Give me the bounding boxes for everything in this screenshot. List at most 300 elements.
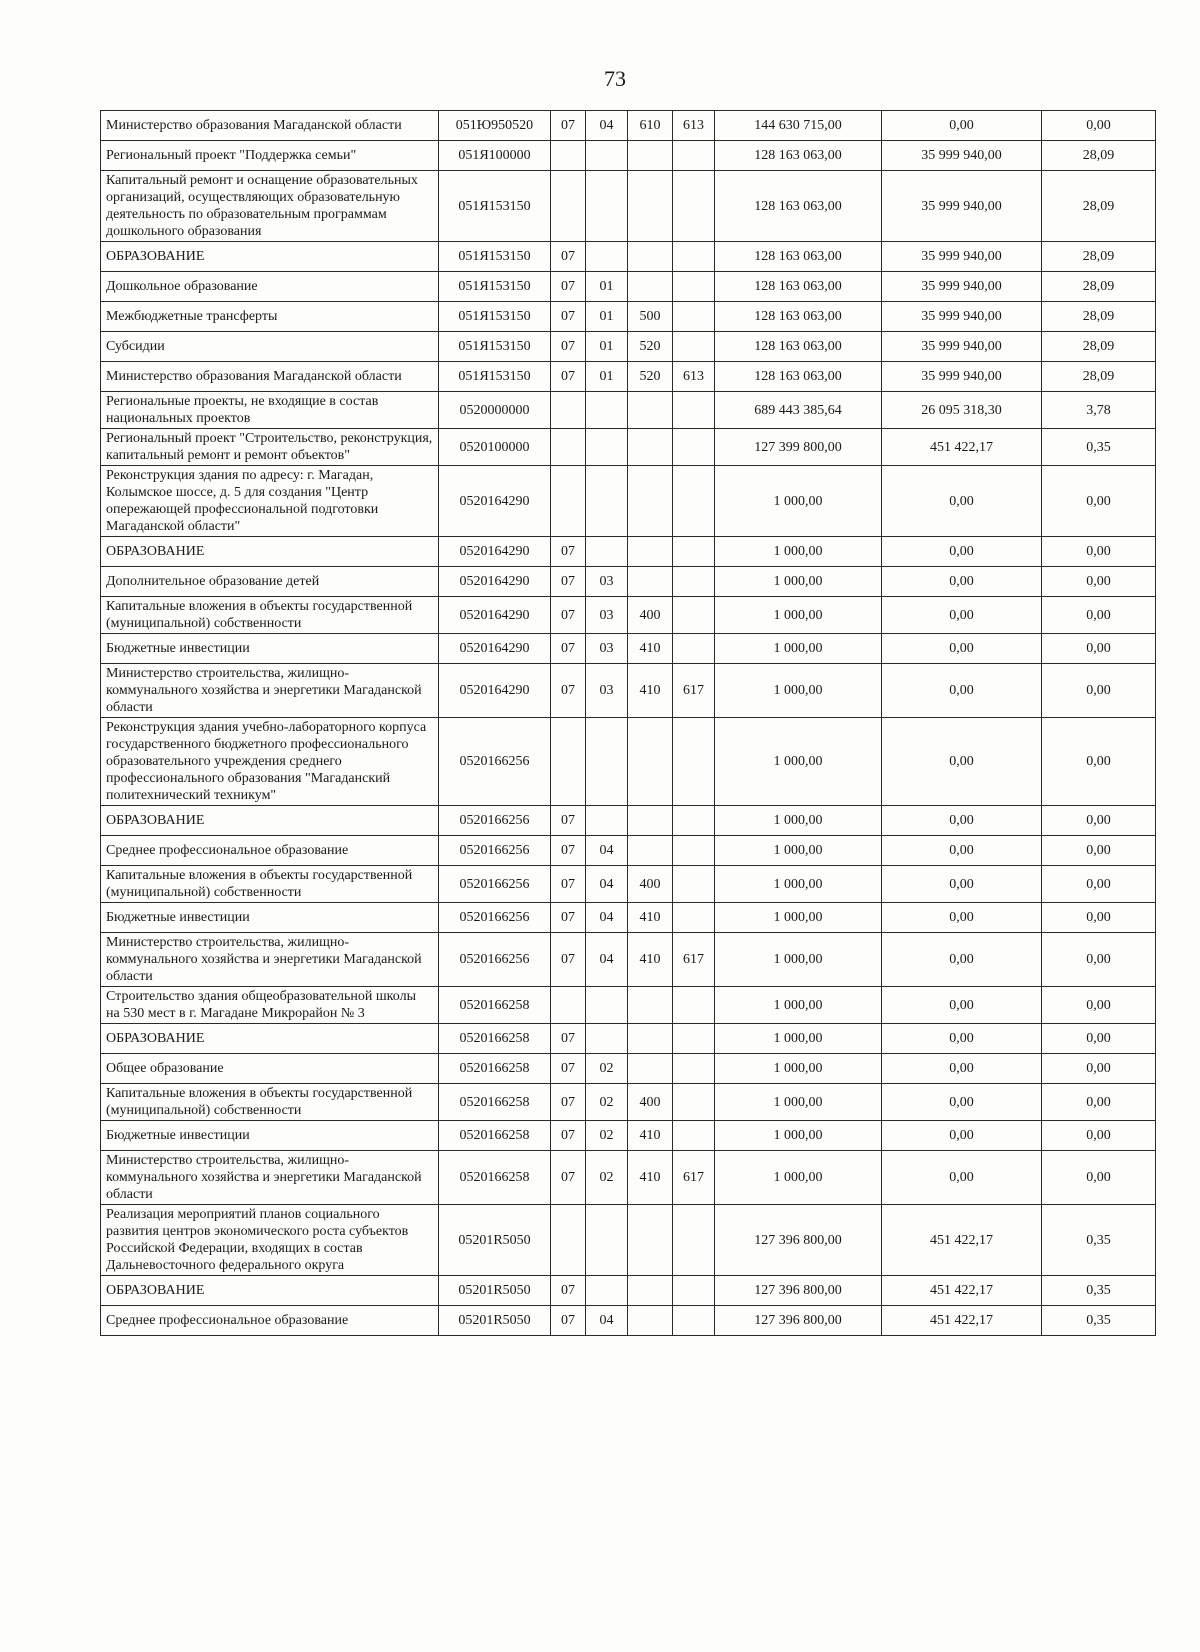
row-name: Дополнительное образование детей [101, 567, 439, 597]
row-name: Капитальные вложения в объекты государственной (муниципальной) собственности [101, 1084, 439, 1121]
expense-type-code: 400 [628, 597, 673, 634]
target-code: 05201R5050 [439, 1205, 551, 1276]
planned-amount: 128 163 063,00 [715, 362, 882, 392]
table-row [101, 429, 1156, 466]
section-code: 07 [551, 1024, 586, 1054]
section-code: 07 [551, 1054, 586, 1084]
target-code: 0520164290 [439, 567, 551, 597]
table-row [101, 597, 1156, 634]
expense-type-code [628, 429, 673, 466]
table-row [101, 866, 1156, 903]
section-code: 07 [551, 866, 586, 903]
execution-percent: 28,09 [1042, 302, 1156, 332]
target-code: 051Я153150 [439, 362, 551, 392]
section-code: 07 [551, 634, 586, 664]
execution-percent: 3,78 [1042, 392, 1156, 429]
section-code: 07 [551, 903, 586, 933]
planned-amount: 1 000,00 [715, 664, 882, 718]
expense-type-code: 400 [628, 1084, 673, 1121]
expense-type-code [628, 836, 673, 866]
subsection-code: 03 [586, 634, 628, 664]
department-code [673, 272, 715, 302]
execution-percent: 0,00 [1042, 567, 1156, 597]
planned-amount: 128 163 063,00 [715, 141, 882, 171]
executed-amount: 35 999 940,00 [882, 242, 1042, 272]
target-code: 0520164290 [439, 597, 551, 634]
planned-amount: 144 630 715,00 [715, 111, 882, 141]
expense-type-code [628, 1024, 673, 1054]
table-row [101, 634, 1156, 664]
row-name: Бюджетные инвестиции [101, 1121, 439, 1151]
row-name: Министерство строительства, жилищно-коммунального хозяйства и энергетики Магаданской области [101, 1151, 439, 1205]
department-code [673, 1306, 715, 1336]
department-code [673, 332, 715, 362]
subsection-code: 02 [586, 1084, 628, 1121]
target-code: 0520166256 [439, 718, 551, 806]
department-code [673, 429, 715, 466]
row-name: Реконструкция здания по адресу: г. Магадан, Колымское шоссе, д. 5 для создания "Центр опережающей профессиональной подготовки Магаданской области" [101, 466, 439, 537]
execution-percent: 0,00 [1042, 664, 1156, 718]
target-code: 05201R5050 [439, 1306, 551, 1336]
target-code: 0520164290 [439, 537, 551, 567]
department-code [673, 1084, 715, 1121]
target-code: 05201R5050 [439, 1276, 551, 1306]
execution-percent: 28,09 [1042, 171, 1156, 242]
subsection-code [586, 242, 628, 272]
executed-amount: 35 999 940,00 [882, 332, 1042, 362]
execution-percent: 0,35 [1042, 1205, 1156, 1276]
department-code [673, 537, 715, 567]
target-code: 0520166256 [439, 836, 551, 866]
row-name: Среднее профессиональное образование [101, 836, 439, 866]
target-code: 0520166256 [439, 903, 551, 933]
expense-type-code: 410 [628, 933, 673, 987]
section-code: 07 [551, 332, 586, 362]
table-row [101, 171, 1156, 242]
section-code: 07 [551, 1276, 586, 1306]
planned-amount: 127 396 800,00 [715, 1306, 882, 1336]
planned-amount: 1 000,00 [715, 1151, 882, 1205]
executed-amount: 35 999 940,00 [882, 302, 1042, 332]
planned-amount: 1 000,00 [715, 806, 882, 836]
row-name: Министерство образования Магаданской области [101, 362, 439, 392]
department-code [673, 718, 715, 806]
subsection-code [586, 466, 628, 537]
planned-amount: 1 000,00 [715, 866, 882, 903]
planned-amount: 1 000,00 [715, 933, 882, 987]
row-name: Среднее профессиональное образование [101, 1306, 439, 1336]
execution-percent: 0,00 [1042, 718, 1156, 806]
department-code [673, 1024, 715, 1054]
row-name: Общее образование [101, 1054, 439, 1084]
expense-type-code: 410 [628, 1151, 673, 1205]
executed-amount: 451 422,17 [882, 1205, 1042, 1276]
department-code [673, 567, 715, 597]
row-name: Бюджетные инвестиции [101, 634, 439, 664]
page-number: 73 [604, 66, 626, 91]
target-code: 0520164290 [439, 466, 551, 537]
expense-type-code [628, 242, 673, 272]
subsection-code [586, 806, 628, 836]
budget-table [100, 110, 1156, 1336]
department-code: 617 [673, 933, 715, 987]
executed-amount: 0,00 [882, 1024, 1042, 1054]
table-row [101, 1151, 1156, 1205]
executed-amount: 0,00 [882, 537, 1042, 567]
department-code [673, 903, 715, 933]
execution-percent: 28,09 [1042, 272, 1156, 302]
section-code: 07 [551, 302, 586, 332]
department-code [673, 634, 715, 664]
row-name: ОБРАЗОВАНИЕ [101, 806, 439, 836]
row-name: Министерство образования Магаданской области [101, 111, 439, 141]
expense-type-code: 410 [628, 664, 673, 718]
table-row [101, 567, 1156, 597]
subsection-code: 04 [586, 111, 628, 141]
executed-amount: 0,00 [882, 1084, 1042, 1121]
department-code: 617 [673, 1151, 715, 1205]
section-code: 07 [551, 1151, 586, 1205]
execution-percent: 0,00 [1042, 1024, 1156, 1054]
target-code: 0520166258 [439, 1024, 551, 1054]
row-name: Реализация мероприятий планов социального развития центров экономического роста субъектов Российской Федерации, входящих в состав Дальневосточного федерального округа [101, 1205, 439, 1276]
executed-amount: 0,00 [882, 111, 1042, 141]
row-name: Региональный проект "Поддержка семьи" [101, 141, 439, 171]
planned-amount: 1 000,00 [715, 634, 882, 664]
section-code [551, 141, 586, 171]
subsection-code: 03 [586, 664, 628, 718]
department-code [673, 806, 715, 836]
expense-type-code [628, 171, 673, 242]
subsection-code: 04 [586, 866, 628, 903]
execution-percent: 28,09 [1042, 242, 1156, 272]
subsection-code: 01 [586, 272, 628, 302]
row-name: Строительство здания общеобразовательной школы на 530 мест в г. Магадане Микрорайон № 3 [101, 987, 439, 1024]
target-code: 0520166256 [439, 933, 551, 987]
target-code: 0520100000 [439, 429, 551, 466]
executed-amount: 0,00 [882, 634, 1042, 664]
subsection-code: 04 [586, 903, 628, 933]
section-code: 07 [551, 1306, 586, 1336]
executed-amount: 0,00 [882, 933, 1042, 987]
row-name: Межбюджетные трансферты [101, 302, 439, 332]
table-row [101, 987, 1156, 1024]
table-row [101, 1121, 1156, 1151]
target-code: 0520000000 [439, 392, 551, 429]
subsection-code: 03 [586, 567, 628, 597]
row-name: Региональный проект "Строительство, реконструкция, капитальный ремонт и ремонт объектов" [101, 429, 439, 466]
section-code: 07 [551, 537, 586, 567]
executed-amount: 0,00 [882, 836, 1042, 866]
target-code: 0520164290 [439, 634, 551, 664]
planned-amount: 127 396 800,00 [715, 1276, 882, 1306]
row-name: Министерство строительства, жилищно-коммунального хозяйства и энергетики Магаданской области [101, 933, 439, 987]
department-code [673, 1054, 715, 1084]
expense-type-code: 500 [628, 302, 673, 332]
executed-amount: 0,00 [882, 1121, 1042, 1151]
row-name: ОБРАЗОВАНИЕ [101, 1276, 439, 1306]
executed-amount: 35 999 940,00 [882, 362, 1042, 392]
expense-type-code [628, 1054, 673, 1084]
planned-amount: 1 000,00 [715, 1121, 882, 1151]
planned-amount: 1 000,00 [715, 1054, 882, 1084]
section-code [551, 718, 586, 806]
subsection-code: 01 [586, 362, 628, 392]
execution-percent: 0,00 [1042, 1151, 1156, 1205]
planned-amount: 1 000,00 [715, 1024, 882, 1054]
row-name: Капитальные вложения в объекты государственной (муниципальной) собственности [101, 866, 439, 903]
department-code [673, 836, 715, 866]
table-body [101, 111, 1156, 1336]
executed-amount: 0,00 [882, 903, 1042, 933]
expense-type-code [628, 537, 673, 567]
table-row [101, 1276, 1156, 1306]
executed-amount: 451 422,17 [882, 429, 1042, 466]
department-code [673, 171, 715, 242]
department-code [673, 302, 715, 332]
execution-percent: 0,35 [1042, 1276, 1156, 1306]
department-code [673, 1276, 715, 1306]
table-row [101, 1205, 1156, 1276]
execution-percent: 0,00 [1042, 1054, 1156, 1084]
section-code: 07 [551, 111, 586, 141]
expense-type-code: 520 [628, 362, 673, 392]
target-code: 051Я153150 [439, 302, 551, 332]
table-row [101, 718, 1156, 806]
subsection-code: 01 [586, 332, 628, 362]
section-code [551, 171, 586, 242]
execution-percent: 0,00 [1042, 806, 1156, 836]
executed-amount: 0,00 [882, 664, 1042, 718]
planned-amount: 1 000,00 [715, 466, 882, 537]
subsection-code: 02 [586, 1121, 628, 1151]
executed-amount: 0,00 [882, 806, 1042, 836]
planned-amount: 1 000,00 [715, 903, 882, 933]
section-code [551, 987, 586, 1024]
executed-amount: 0,00 [882, 567, 1042, 597]
department-code [673, 392, 715, 429]
execution-percent: 28,09 [1042, 141, 1156, 171]
executed-amount: 0,00 [882, 597, 1042, 634]
section-code: 07 [551, 1121, 586, 1151]
subsection-code [586, 1276, 628, 1306]
expense-type-code [628, 806, 673, 836]
department-code: 613 [673, 111, 715, 141]
section-code [551, 1205, 586, 1276]
department-code [673, 141, 715, 171]
subsection-code: 04 [586, 933, 628, 987]
section-code: 07 [551, 836, 586, 866]
execution-percent: 28,09 [1042, 362, 1156, 392]
target-code: 0520164290 [439, 664, 551, 718]
target-code: 0520166258 [439, 1054, 551, 1084]
target-code: 0520166258 [439, 1084, 551, 1121]
planned-amount: 128 163 063,00 [715, 332, 882, 362]
table-row [101, 392, 1156, 429]
planned-amount: 1 000,00 [715, 836, 882, 866]
subsection-code [586, 1024, 628, 1054]
department-code [673, 987, 715, 1024]
department-code [673, 466, 715, 537]
section-code [551, 466, 586, 537]
subsection-code [586, 537, 628, 567]
planned-amount: 1 000,00 [715, 567, 882, 597]
section-code [551, 392, 586, 429]
department-code [673, 597, 715, 634]
executed-amount: 0,00 [882, 987, 1042, 1024]
subsection-code [586, 171, 628, 242]
table-row [101, 302, 1156, 332]
target-code: 051Я153150 [439, 272, 551, 302]
expense-type-code: 610 [628, 111, 673, 141]
subsection-code: 04 [586, 836, 628, 866]
planned-amount: 128 163 063,00 [715, 242, 882, 272]
table-row [101, 1024, 1156, 1054]
execution-percent: 0,00 [1042, 634, 1156, 664]
table-row [101, 1306, 1156, 1336]
subsection-code: 03 [586, 597, 628, 634]
subsection-code [586, 718, 628, 806]
planned-amount: 128 163 063,00 [715, 272, 882, 302]
executed-amount: 35 999 940,00 [882, 171, 1042, 242]
section-code: 07 [551, 242, 586, 272]
table-row [101, 537, 1156, 567]
executed-amount: 0,00 [882, 866, 1042, 903]
target-code: 0520166256 [439, 866, 551, 903]
execution-percent: 0,00 [1042, 111, 1156, 141]
planned-amount: 1 000,00 [715, 987, 882, 1024]
executed-amount: 35 999 940,00 [882, 141, 1042, 171]
expense-type-code [628, 392, 673, 429]
execution-percent: 0,00 [1042, 1084, 1156, 1121]
execution-percent: 0,00 [1042, 597, 1156, 634]
executed-amount: 451 422,17 [882, 1306, 1042, 1336]
row-name: Капитальные вложения в объекты государственной (муниципальной) собственности [101, 597, 439, 634]
section-code: 07 [551, 597, 586, 634]
execution-percent: 0,00 [1042, 466, 1156, 537]
execution-percent: 0,00 [1042, 933, 1156, 987]
execution-percent: 0,00 [1042, 987, 1156, 1024]
subsection-code: 02 [586, 1151, 628, 1205]
table-row [101, 362, 1156, 392]
execution-percent: 0,00 [1042, 866, 1156, 903]
section-code: 07 [551, 272, 586, 302]
execution-percent: 0,00 [1042, 836, 1156, 866]
table-row [101, 903, 1156, 933]
expense-type-code [628, 466, 673, 537]
target-code: 051Я153150 [439, 332, 551, 362]
execution-percent: 0,35 [1042, 429, 1156, 466]
planned-amount: 1 000,00 [715, 718, 882, 806]
row-name: Министерство строительства, жилищно-коммунального хозяйства и энергетики Магаданской области [101, 664, 439, 718]
target-code: 0520166256 [439, 806, 551, 836]
planned-amount: 689 443 385,64 [715, 392, 882, 429]
expense-type-code [628, 1205, 673, 1276]
table-row [101, 1054, 1156, 1084]
table-row [101, 806, 1156, 836]
expense-type-code [628, 1276, 673, 1306]
execution-percent: 28,09 [1042, 332, 1156, 362]
expense-type-code [628, 272, 673, 302]
expense-type-code [628, 1306, 673, 1336]
planned-amount: 1 000,00 [715, 537, 882, 567]
execution-percent: 0,00 [1042, 1121, 1156, 1151]
expense-type-code [628, 141, 673, 171]
executed-amount: 0,00 [882, 718, 1042, 806]
expense-type-code: 400 [628, 866, 673, 903]
executed-amount: 35 999 940,00 [882, 272, 1042, 302]
table-row [101, 933, 1156, 987]
execution-percent: 0,00 [1042, 537, 1156, 567]
expense-type-code: 410 [628, 1121, 673, 1151]
table-row [101, 111, 1156, 141]
row-name: Капитальный ремонт и оснащение образовательных организаций, осуществляющих образовательную деятельность по образовательным программам дошкольного образования [101, 171, 439, 242]
table-row [101, 1084, 1156, 1121]
expense-type-code [628, 567, 673, 597]
table-row [101, 836, 1156, 866]
subsection-code [586, 429, 628, 466]
section-code: 07 [551, 1084, 586, 1121]
executed-amount: 26 095 318,30 [882, 392, 1042, 429]
row-name: ОБРАЗОВАНИЕ [101, 242, 439, 272]
table-row [101, 332, 1156, 362]
target-code: 0520166258 [439, 1151, 551, 1205]
expense-type-code: 410 [628, 903, 673, 933]
subsection-code [586, 987, 628, 1024]
planned-amount: 127 396 800,00 [715, 1205, 882, 1276]
target-code: 051Я153150 [439, 242, 551, 272]
subsection-code: 02 [586, 1054, 628, 1084]
subsection-code: 01 [586, 302, 628, 332]
section-code [551, 429, 586, 466]
department-code [673, 866, 715, 903]
table-row [101, 272, 1156, 302]
planned-amount: 127 399 800,00 [715, 429, 882, 466]
expense-type-code [628, 718, 673, 806]
section-code: 07 [551, 933, 586, 987]
target-code: 0520166258 [439, 987, 551, 1024]
expense-type-code [628, 987, 673, 1024]
row-name: Субсидии [101, 332, 439, 362]
expense-type-code: 520 [628, 332, 673, 362]
planned-amount: 128 163 063,00 [715, 302, 882, 332]
planned-amount: 128 163 063,00 [715, 171, 882, 242]
table-row [101, 141, 1156, 171]
section-code: 07 [551, 664, 586, 718]
target-code: 0520166258 [439, 1121, 551, 1151]
row-name: ОБРАЗОВАНИЕ [101, 1024, 439, 1054]
execution-percent: 0,00 [1042, 903, 1156, 933]
executed-amount: 0,00 [882, 466, 1042, 537]
section-code: 07 [551, 362, 586, 392]
department-code [673, 1121, 715, 1151]
row-name: Реконструкция здания учебно-лабораторного корпуса государственного бюджетного профессионального образовательного учреждения среднего профессионального образования "Магаданский политехнический техникум" [101, 718, 439, 806]
department-code [673, 1205, 715, 1276]
target-code: 051Я100000 [439, 141, 551, 171]
target-code: 051Я153150 [439, 171, 551, 242]
expense-type-code: 410 [628, 634, 673, 664]
executed-amount: 0,00 [882, 1054, 1042, 1084]
subsection-code [586, 1205, 628, 1276]
subsection-code [586, 392, 628, 429]
department-code [673, 242, 715, 272]
executed-amount: 0,00 [882, 1151, 1042, 1205]
row-name: ОБРАЗОВАНИЕ [101, 537, 439, 567]
planned-amount: 1 000,00 [715, 1084, 882, 1121]
subsection-code: 04 [586, 1306, 628, 1336]
section-code: 07 [551, 567, 586, 597]
department-code: 613 [673, 362, 715, 392]
